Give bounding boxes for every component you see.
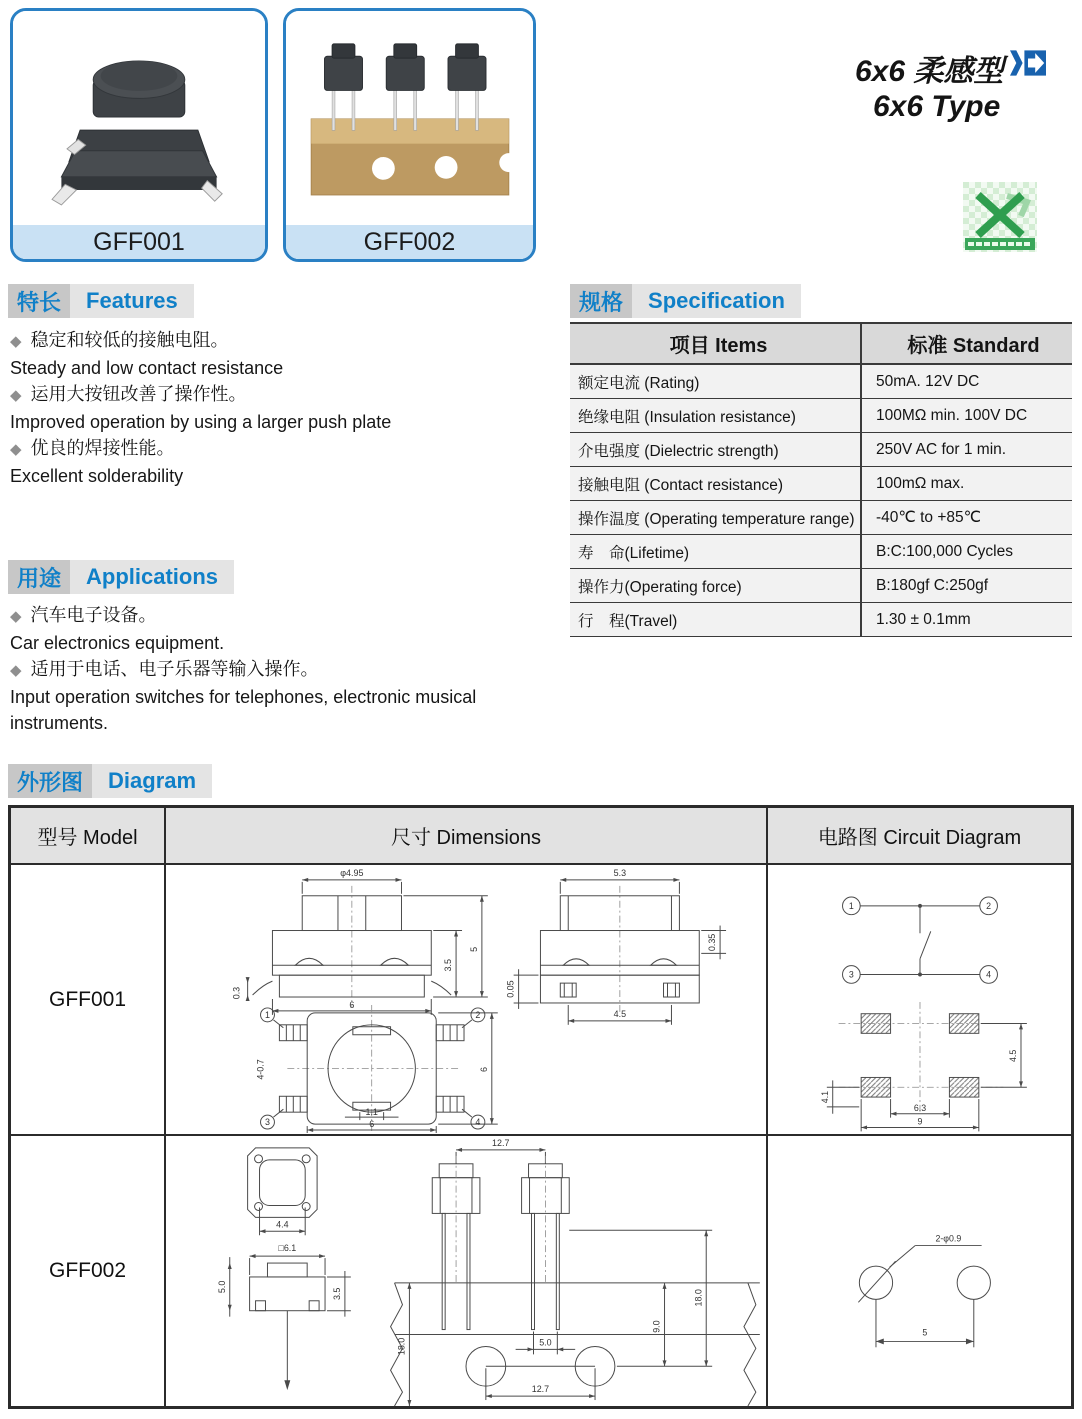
diagram-model-gff002: GFF002 bbox=[11, 1136, 166, 1406]
svg-text:4.4: 4.4 bbox=[276, 1219, 289, 1230]
feature-item-cn: ◆ 运用大按钮改善了操作性。 bbox=[10, 384, 247, 404]
diagram-model-gff001: GFF001 bbox=[11, 865, 166, 1136]
svg-text:2: 2 bbox=[475, 1009, 481, 1020]
svg-text:6: 6 bbox=[369, 1119, 375, 1130]
svg-text:6: 6 bbox=[478, 1066, 489, 1072]
svg-text:4.1: 4.1 bbox=[819, 1090, 830, 1104]
gff001-circuit-drawing bbox=[768, 865, 1071, 1136]
specification-header-cn: 规格 bbox=[570, 284, 632, 318]
diamond-bullet-icon: ◆ bbox=[10, 662, 22, 679]
applications-header-en: Applications bbox=[70, 560, 234, 594]
diagram-header-en: Diagram bbox=[92, 764, 212, 798]
gff002-photo bbox=[286, 11, 533, 225]
diamond-bullet-icon: ◆ bbox=[10, 387, 22, 404]
svg-text:0.3: 0.3 bbox=[231, 986, 242, 1000]
svg-text:3.5: 3.5 bbox=[331, 1287, 342, 1301]
spec-row: 行 程(Travel) 1.30 ± 0.1mm bbox=[570, 603, 1072, 637]
spec-row: 操作温度 (Operating temperature range) -40℃ to +85℃ bbox=[570, 501, 1072, 535]
spec-row: 接触电阻 (Contact resistance) 100mΩ max. bbox=[570, 467, 1072, 501]
applications-header-cn: 用途 bbox=[8, 560, 70, 594]
gff002-circuit-drawing bbox=[768, 1136, 1071, 1406]
svg-text:5: 5 bbox=[922, 1327, 928, 1338]
feature-item-cn: ◆ 稳定和较低的接触电阻。 bbox=[10, 330, 229, 350]
feature-item-cn: ◆ 优良的焊接性能。 bbox=[10, 438, 175, 458]
product-card-gff002 bbox=[283, 8, 536, 262]
svg-text:2: 2 bbox=[986, 900, 992, 911]
svg-text:2-φ0.9: 2-φ0.9 bbox=[935, 1233, 962, 1244]
features-header bbox=[8, 284, 194, 318]
svg-text:1: 1 bbox=[848, 900, 854, 911]
feature-item-en: Steady and low contact resistance bbox=[10, 358, 284, 378]
feature-item-en: Improved operation by using a larger push plate bbox=[10, 412, 392, 432]
applications-header bbox=[8, 560, 234, 594]
application-item-cn: ◆ 汽车电子设备。 bbox=[10, 605, 157, 625]
svg-text:φ4.95: φ4.95 bbox=[340, 867, 364, 878]
spec-row: 介电强度 (Dielectric strength) 250V AC for 1 min. bbox=[570, 433, 1072, 467]
svg-text:5.3: 5.3 bbox=[613, 867, 627, 878]
svg-text:3.5: 3.5 bbox=[443, 959, 454, 972]
svg-text:3: 3 bbox=[848, 969, 854, 980]
diagram-table bbox=[8, 805, 1074, 1409]
spec-header-row bbox=[570, 323, 1072, 364]
svg-text:6.3: 6.3 bbox=[913, 1102, 927, 1113]
svg-text:4.5: 4.5 bbox=[1008, 1049, 1019, 1063]
spec-row: 绝缘电阻 (Insulation resistance) 100MΩ min. 100V DC bbox=[570, 399, 1072, 433]
svg-text:4.5: 4.5 bbox=[613, 1008, 627, 1019]
diagram-col-circuit: 电路图 Circuit Diagram bbox=[768, 808, 1071, 865]
svg-text:4: 4 bbox=[475, 1117, 481, 1128]
specification-table bbox=[570, 322, 1072, 637]
specification-header bbox=[570, 284, 801, 318]
svg-text:3: 3 bbox=[265, 1117, 270, 1128]
spec-row: 寿 命(Lifetime) B:C:100,000 Cycles bbox=[570, 535, 1072, 569]
svg-text:9: 9 bbox=[917, 1116, 923, 1127]
application-item-cn: ◆ 适用于电话、电子乐器等输入操作。 bbox=[10, 659, 319, 679]
svg-text:5.0: 5.0 bbox=[539, 1337, 552, 1348]
svg-text:1: 1 bbox=[265, 1009, 270, 1020]
spec-col-items: 项目 Items bbox=[570, 323, 861, 364]
specification-header-en: Specification bbox=[632, 284, 801, 318]
diagram-col-model: 型号 Model bbox=[11, 808, 166, 865]
svg-text:6: 6 bbox=[349, 999, 355, 1010]
svg-text:5.0: 5.0 bbox=[216, 1280, 227, 1294]
page-title-cn: 6x6 柔感型 bbox=[855, 55, 1004, 88]
svg-text:18.0: 18.0 bbox=[693, 1289, 704, 1307]
svg-text:5: 5 bbox=[468, 946, 479, 952]
diamond-bullet-icon: ◆ bbox=[10, 608, 22, 625]
diagram-header bbox=[8, 764, 212, 798]
applications-list bbox=[10, 602, 510, 736]
diagram-header-cn: 外形图 bbox=[8, 764, 92, 798]
diamond-bullet-icon: ◆ bbox=[10, 333, 22, 350]
green-x-certification-logo bbox=[963, 182, 1037, 257]
diagram-col-dimensions: 尺寸 Dimensions bbox=[166, 808, 768, 865]
features-list bbox=[10, 327, 570, 489]
svg-text:4-0.7: 4-0.7 bbox=[255, 1059, 266, 1080]
application-item-en: Car electronics equipment. bbox=[10, 633, 225, 653]
svg-text:9.0: 9.0 bbox=[651, 1320, 662, 1333]
feature-item-en: Excellent solderability bbox=[10, 466, 184, 486]
svg-text:0.35: 0.35 bbox=[707, 933, 718, 952]
svg-text:12.7: 12.7 bbox=[531, 1384, 550, 1395]
page-title-en: 6x6 Type bbox=[873, 90, 1001, 123]
product-model-label: GFF002 bbox=[286, 225, 533, 259]
features-header-cn: 特长 bbox=[8, 284, 70, 318]
svg-text:12.7: 12.7 bbox=[492, 1137, 510, 1148]
gff002-dimensions-drawing bbox=[166, 1136, 768, 1406]
svg-text:4: 4 bbox=[986, 969, 992, 980]
spec-row: 额定电流 (Rating) 50mA. 12V DC bbox=[570, 364, 1072, 399]
svg-text:1.1: 1.1 bbox=[365, 1107, 378, 1118]
features-header-en: Features bbox=[70, 284, 194, 318]
svg-text:18.0: 18.0 bbox=[396, 1337, 407, 1356]
blue-forward-arrow-icon bbox=[1010, 47, 1046, 84]
spec-row: 操作力(Operating force) B:180gf C:250gf bbox=[570, 569, 1072, 603]
application-item-en: Input operation switches for telephones, electronic musical instruments. bbox=[10, 687, 477, 733]
diamond-bullet-icon: ◆ bbox=[10, 441, 22, 458]
product-model-label: GFF001 bbox=[13, 225, 265, 259]
svg-text:0.05: 0.05 bbox=[505, 980, 516, 998]
product-card-gff001 bbox=[10, 8, 268, 262]
gff001-dimensions-drawing bbox=[166, 865, 768, 1136]
svg-text:□6.1: □6.1 bbox=[278, 1243, 297, 1254]
gff001-photo bbox=[13, 11, 265, 225]
spec-col-standard: 标准 Standard bbox=[861, 323, 1072, 364]
